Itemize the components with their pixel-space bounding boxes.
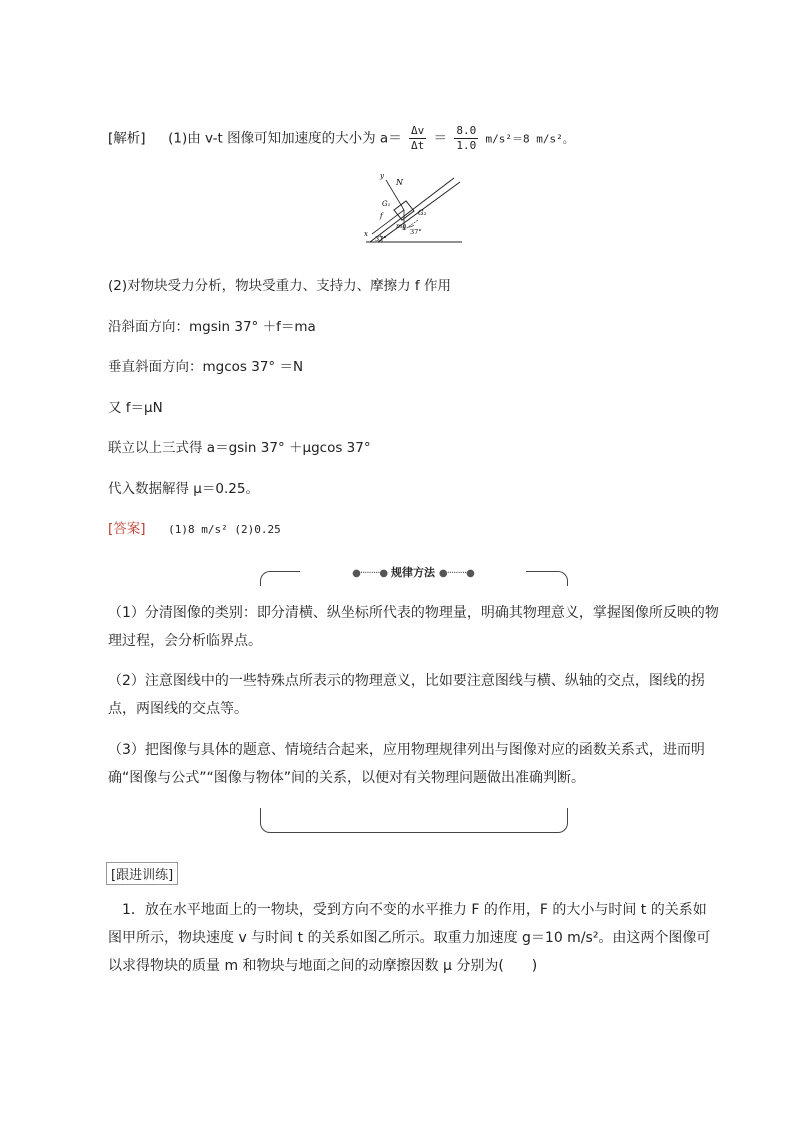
analysis-part1-suffix: m/s²＝8 m/s²。 <box>485 132 574 146</box>
method-paragraph-2: （2）注意图线中的一些特殊点所表示的物理意义，比如要注意图线与横、纵轴的交点，图线的拐点，两图线的交点等。 <box>108 673 705 717</box>
dots-left: ●·········● <box>352 568 388 579</box>
label-f: f <box>380 212 383 220</box>
value-fraction-denominator: 1.0 <box>456 139 477 152</box>
equals-sign: ＝ <box>433 130 448 147</box>
dots-right: ●·········● <box>438 568 474 579</box>
answer-text: (1)8 m/s² (2)0.25 <box>168 523 281 536</box>
angle-label-1: 37° <box>375 235 387 243</box>
analysis-label: [解析] <box>108 130 146 147</box>
delta-fraction <box>409 124 426 153</box>
analysis-part1-prefix: (1)由 v-t 图像可知加速度的大小为 a＝ <box>168 130 402 147</box>
method-paragraph-3: （3）把图像与具体的题意、情境结合起来，应用物理规律列出与图像对应的函数关系式，进而明确“图像与公式”“图像与物体”间的关系，以便对有关物理问题做出准确判断。 <box>108 742 705 786</box>
angle-arc-2 <box>408 225 414 227</box>
angle-label-2: 37° <box>410 228 422 236</box>
analysis-line <box>108 124 574 153</box>
question-1: 1．放在水平地面上的一物块，受到方向不变的水平推力 F 的作用，F 的大小与时间 t 的关系如图甲所示，物块速度 v 与时间 t 的关系如图乙所示。取重力加速度 g＝10 m/s²。由这两个图像可以求得物块的质量 m 和物块与地面之间的动摩擦因数 μ 分别为( ) <box>108 902 711 974</box>
label-mg: mg <box>396 222 407 230</box>
solution-line-6: 代入数据解得 μ＝0.25。 <box>108 481 259 497</box>
label-G1: G₁ <box>382 200 391 208</box>
method-box-title <box>300 564 526 580</box>
value-fraction <box>454 124 478 153</box>
value-fraction-numerator: 8.0 <box>456 124 477 137</box>
label-G2: G₂ <box>418 209 427 217</box>
solution-line-3: 垂直斜面方向：mgcos 37° ＝N <box>108 359 304 375</box>
solution-line-2: 沿斜面方向：mgsin 37° ＋f＝ma <box>108 319 316 335</box>
delta-fraction-denominator: Δt <box>411 139 425 152</box>
answer-label: [答案] <box>108 521 146 537</box>
solution-line-1: (2)对物块受力分析，物块受重力、支持力、摩擦力 f 作用 <box>108 278 451 294</box>
solution-line-5: 联立以上三式得 a＝gsin 37° ＋μgcos 37° <box>108 440 371 456</box>
delta-fraction-numerator: Δv <box>411 124 425 137</box>
method-paragraph-1: （1）分清图像的类别：即分清横、纵坐标所代表的物理量，明确其物理意义，掌握图像所反映的物理过程，会分析临界点。 <box>108 605 719 649</box>
label-N: N <box>396 178 403 187</box>
label-x: x <box>364 230 368 238</box>
follow-label: [跟进训练] <box>106 862 178 885</box>
label-y: y <box>380 172 384 180</box>
incline-force-diagram <box>358 170 468 246</box>
solution-line-4: 又 f＝μN <box>108 400 163 416</box>
method-box-title-text: 规律方法 <box>391 566 435 579</box>
answer-line <box>108 520 281 539</box>
method-box-bottom-border <box>260 808 568 833</box>
